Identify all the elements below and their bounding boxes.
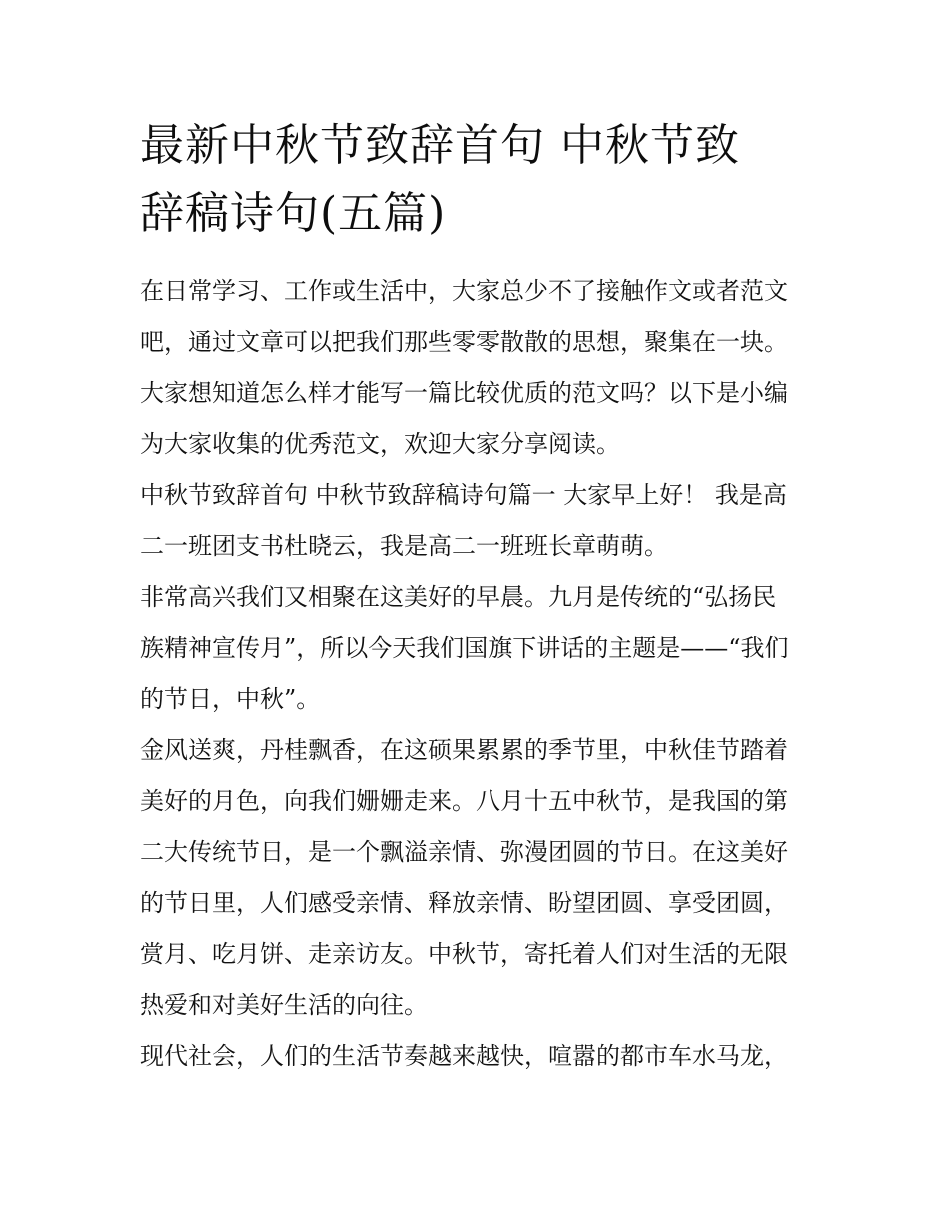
title-line: 最新中秋节致辞首句 中秋节致 bbox=[140, 120, 740, 171]
text-line: 金风送爽，丹桂飘香，在这硕果累累的季节里，中秋佳节踏着 bbox=[140, 736, 788, 764]
text-line: 二一班团支书杜晓云，我是高二一班班长章萌萌。 bbox=[140, 532, 668, 560]
document-page bbox=[140, 112, 820, 1082]
text-line: 美好的月色，向我们姗姗走来。八月十五中秋节，是我国的第 bbox=[140, 787, 788, 815]
text-line: 非常高兴我们又相聚在这美好的早晨。九月是传统的“弘扬民 bbox=[140, 583, 777, 611]
text-line: 的节日，中秋”。 bbox=[140, 685, 321, 713]
document-body bbox=[140, 266, 820, 1082]
text-line: 吧，通过文章可以把我们那些零零散散的思想，聚集在一块。 bbox=[140, 328, 788, 356]
text-line: 大家想知道怎么样才能写一篇比较优质的范文吗？以下是小编 bbox=[140, 379, 788, 407]
text-line: 二大传统节日，是一个飘溢亲情、弥漫团圆的节日。在这美好 bbox=[140, 838, 788, 866]
paragraph-greeting bbox=[140, 470, 820, 572]
paragraph-theme bbox=[140, 572, 820, 725]
title-line: 辞稿诗句(五篇) bbox=[140, 188, 447, 239]
paragraph-intro bbox=[140, 266, 820, 470]
text-line: 现代社会，人们的生活节奏越来越快，喧嚣的都市车水马龙， bbox=[140, 1042, 788, 1070]
text-line: 中秋节致辞首句 中秋节致辞稿诗句篇一 大家早上好！ 我是高 bbox=[140, 481, 787, 509]
document-title bbox=[140, 112, 820, 248]
text-line: 为大家收集的优秀范文，欢迎大家分享阅读。 bbox=[140, 430, 620, 458]
text-line: 在日常学习、工作或生活中，大家总少不了接触作文或者范文 bbox=[140, 277, 788, 305]
text-line: 热爱和对美好生活的向往。 bbox=[140, 991, 428, 1019]
text-line: 族精神宣传月”，所以今天我们国旗下讲话的主题是——“我们 bbox=[140, 634, 789, 662]
text-line: 的节日里，人们感受亲情、释放亲情、盼望团圆、享受团圆， bbox=[140, 889, 788, 917]
paragraph-modern bbox=[140, 1031, 820, 1082]
text-line: 赏月、吃月饼、走亲访友。中秋节，寄托着人们对生活的无限 bbox=[140, 940, 788, 968]
paragraph-festival bbox=[140, 725, 820, 1031]
